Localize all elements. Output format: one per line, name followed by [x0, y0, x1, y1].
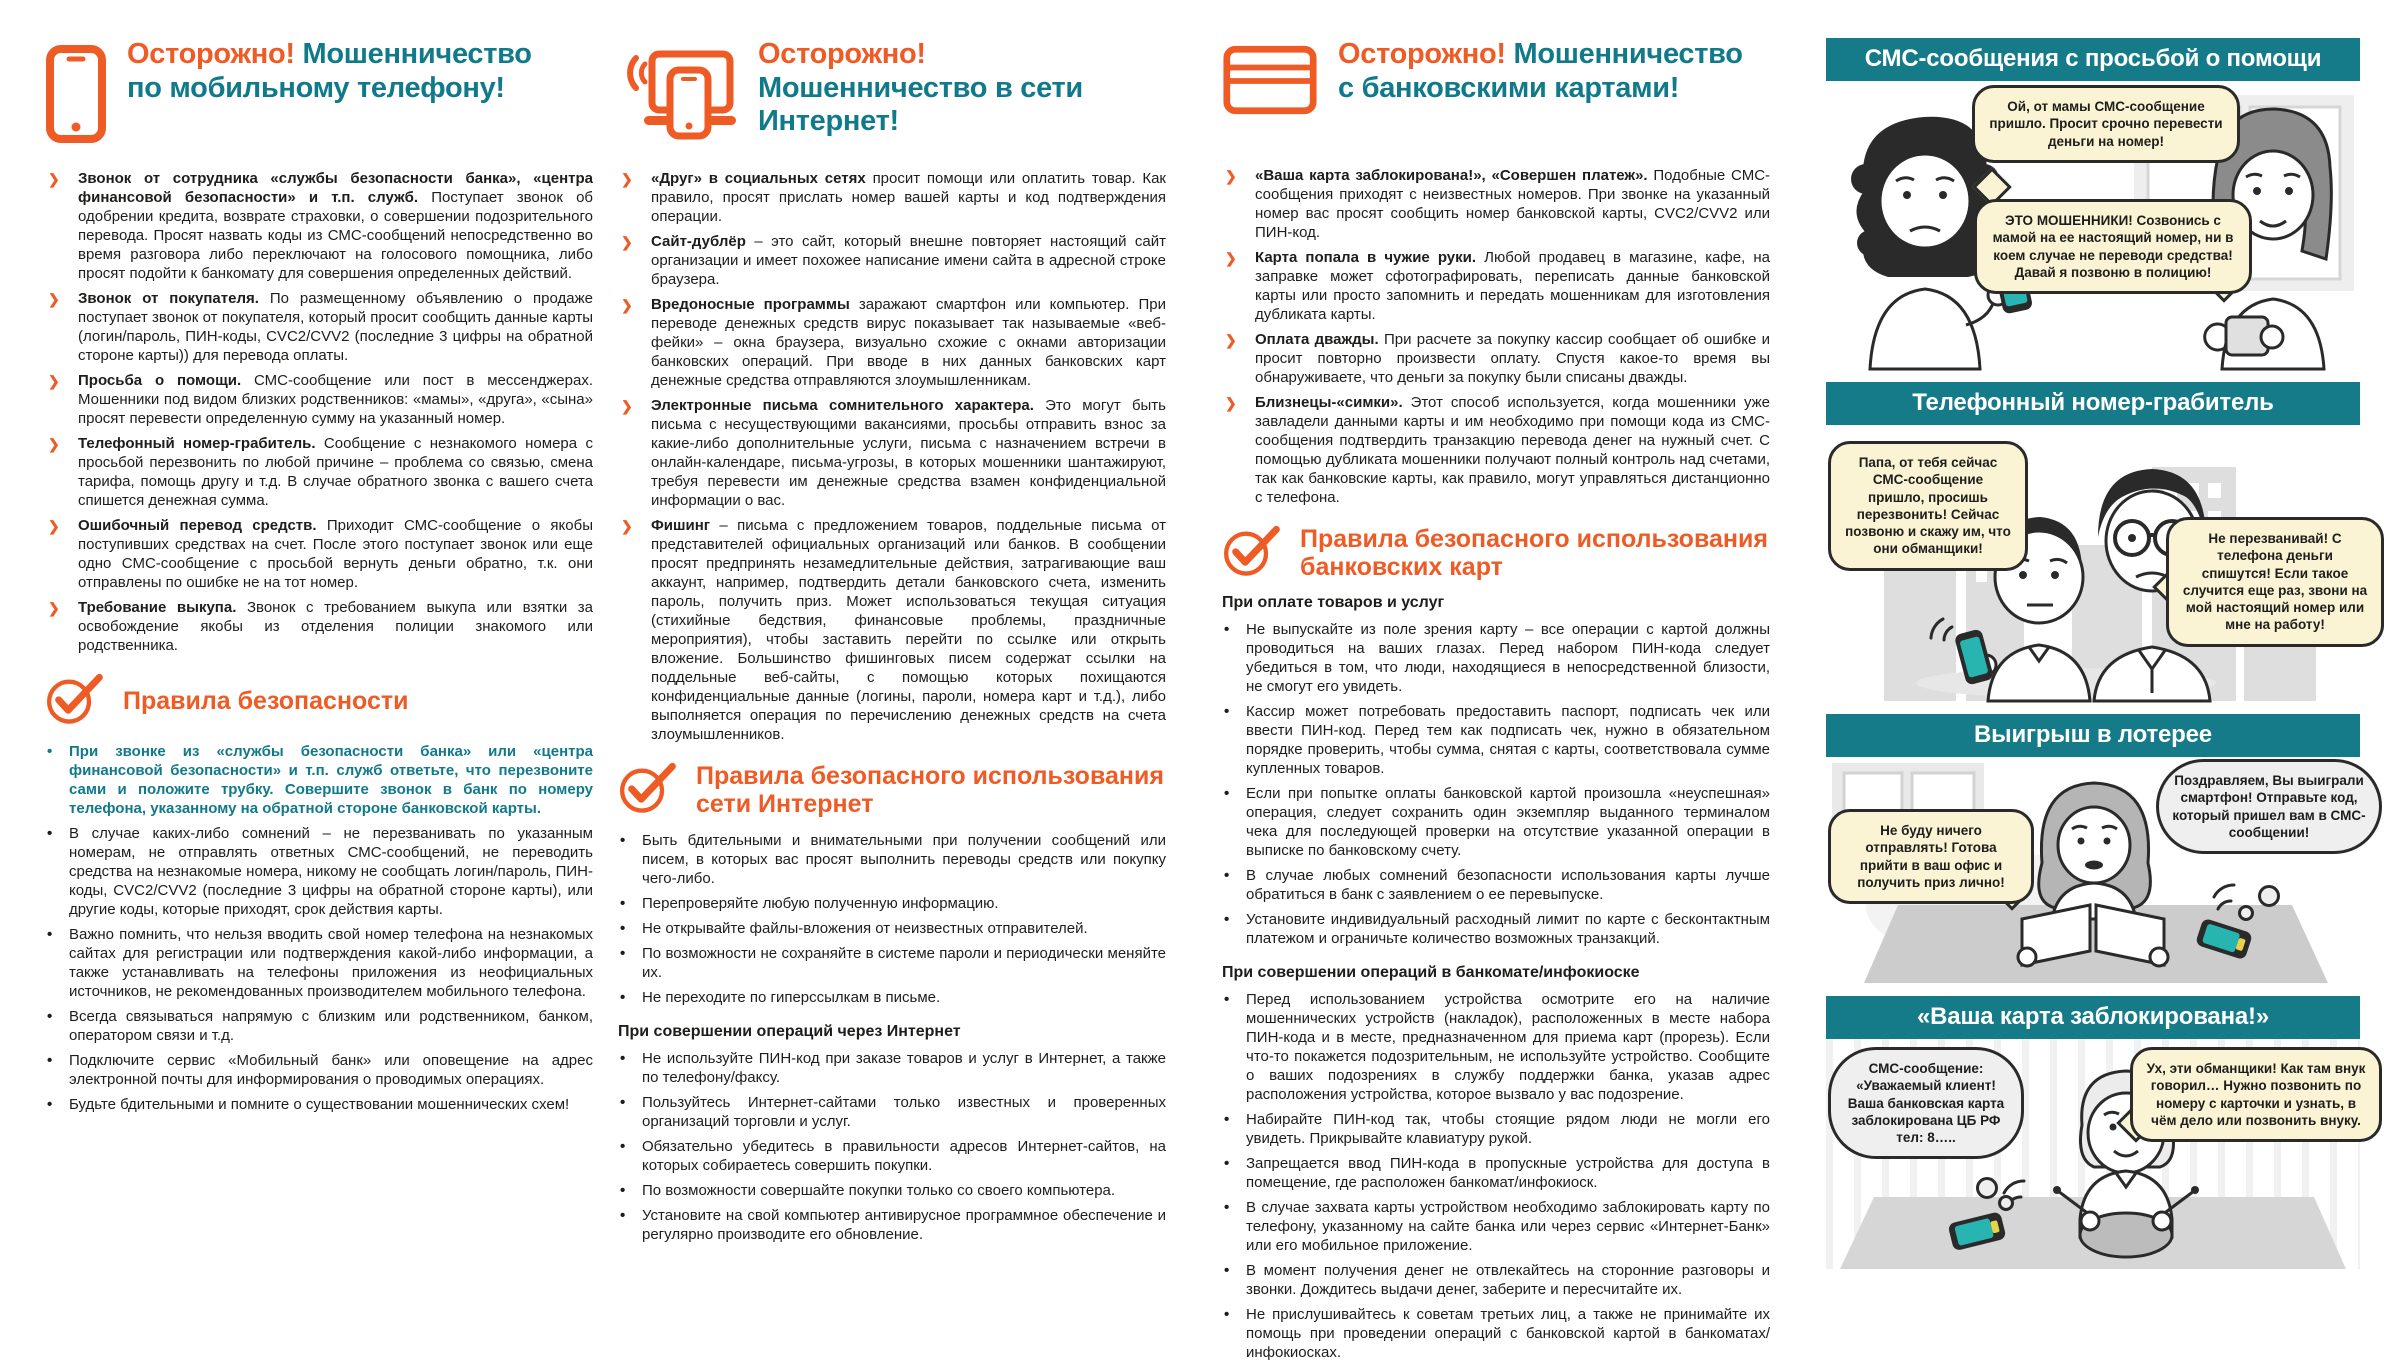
rule-item: • Не выпускайте из поле зрения карту – все операции с картой должны проводиться на ваших глазах. Перед набором ПИН-кода следует убедиться в том, что люди, находящиеся в непосредственной близости, не смогут его увидеть.: [1224, 621, 1770, 695]
subsection-title: При совершении операций через Интернет: [618, 1023, 961, 1040]
list-item: ❯ Ошибочный перевод средств. Приходит СМС-сообщение о якобы поступивших средствах на счет. После этого поступает звонок или еще одно СМС-сообщение с просьбой вернуть деньги обратно, т.к. они отправлены по ошибке не на тот номер.: [45, 516, 593, 592]
title-warn: Осторожно!: [1338, 38, 1506, 70]
panel-title: СМС-сообщения с просьбой о помощи: [1826, 38, 2360, 81]
card-atm-rules-list: [1222, 990, 1770, 1362]
dot-icon: •: [1224, 1306, 1230, 1323]
panel-card-blocked-art: [1826, 1039, 2366, 1269]
thought-dot: [1998, 1195, 2014, 1211]
rule-item: • Кассир может потребовать предоставить паспорт, подписать чек или ввести ПИН-код. Перед тем как подписать чек, нужно в обязательном порядке проверить, чтобы сумма, снятая с карты, соответствовала сумме купленных товаров.: [1224, 703, 1770, 777]
thought-cloud-bubble: Поздравляем, Вы выиграли смартфон! Отправьте код, который пришел вам в СМС-сообщении!: [2156, 759, 2382, 854]
mobile-rules-list: [45, 742, 593, 1114]
panel-sms-help: [1826, 38, 2360, 369]
dot-icon: •: [620, 1207, 626, 1224]
rule-item: • Набирайте ПИН-код так, чтобы стоящие рядом люди не могли его увидеть. Прикрывайте клавиатуру рукой.: [1224, 1111, 1770, 1147]
bullet-arrow-icon: ❯: [621, 398, 633, 414]
dot-icon: •: [1224, 785, 1230, 802]
list-item: ❯ Требование выкупа. Звонок с требованием выкупа или взятки за освобождение якобы из отделения полиции знакомого или родственника.: [45, 598, 593, 655]
column-card-header: [1222, 38, 1770, 146]
rule-item: • Важно помнить, что нельзя вводить свой номер телефона на незнакомых сайтах для регистрации или подтверждения какой-либо информации, а также устанавливать на телефоны приложения из неофициальных источников, не рекомендованных производителем мобильного телефона.: [47, 926, 593, 1000]
panel-lottery-art: [1826, 757, 2366, 983]
speech-bubble: Ой, от мамы СМС-сообщение пришло. Просит срочно перевести деньги на номер!: [1972, 85, 2240, 163]
column-card-fraud: [1222, 38, 1770, 1368]
bank-card-icon: [1222, 38, 1318, 121]
bullet-arrow-icon: ❯: [48, 373, 60, 389]
column-mobile-title: [127, 38, 532, 105]
panel-number-robber-art: [1826, 425, 2368, 701]
rule-item: • По возможности совершайте покупки только со своего компьютера.: [620, 1182, 1116, 1199]
rule-item: • В случае любых сомнений безопасности использования карты лучше обратиться в банк с заявлением о ее перевыпуске.: [1224, 867, 1770, 903]
bullet-arrow-icon: ❯: [48, 171, 60, 187]
internet-fraud-list: [618, 169, 1166, 744]
rule-item: • Подключите сервис «Мобильный банк» или оповещение на адрес электронной почты для информирования о проводимых операциях.: [47, 1052, 593, 1088]
list-item: ❯ Просьба о помощи. СМС-сообщение или пост в мессенджерах. Мошенники под видом близких родственников: «мамы», «друга», «сына» просят перевести определенную сумму на указанный номер.: [45, 371, 593, 428]
bullet-arrow-icon: ❯: [48, 600, 60, 616]
column-internet-fraud: [618, 38, 1166, 1250]
smartphone-icon: [45, 38, 107, 149]
title-warn: Осторожно!: [127, 38, 295, 70]
list-item: ❯ Звонок от покупателя. По размещенному объявлению о продаже поступает звонок от покупателя, который просит сообщить данные карты (логин/пароль, ПИН-коды, CVC2/CVV2 (последние 3 цифры на обратной стороне карты)) для перевода оплаты.: [45, 289, 593, 365]
title-rest: Мошенничество: [302, 38, 532, 70]
bullet-arrow-icon: ❯: [621, 518, 633, 534]
bullet-arrow-icon: ❯: [48, 518, 60, 534]
dot-icon: •: [1224, 621, 1230, 638]
rule-item: • Обязательно убедитесь в правильности адресов Интернет-сайтов, на которых собираетесь совершить покупки.: [620, 1138, 1166, 1174]
dot-icon: •: [47, 1096, 53, 1113]
rule-item: • Пользуйтесь Интернет-сайтами только известных и проверенных организаций торговли и услуг.: [620, 1094, 1166, 1130]
dot-icon: •: [47, 1008, 53, 1025]
title-line2: по мобильному телефону!: [127, 71, 505, 104]
speech-bubble: Не буду ничего отправлять! Готова прийти в ваш офис и получить приз лично!: [1828, 809, 2034, 904]
panel-card-blocked: [1826, 996, 2366, 1269]
dot-icon: •: [620, 945, 626, 962]
rule-item: • Не переходите по гиперссылкам в письме.: [620, 989, 941, 1006]
dot-icon: •: [1224, 1262, 1230, 1279]
rules-header: [618, 762, 1166, 819]
dot-icon: •: [47, 926, 53, 943]
checkmark-circle-icon: [45, 673, 107, 730]
checkmark-circle-icon: [1222, 525, 1284, 582]
column-mobile-fraud: [45, 38, 593, 1120]
internet-ops-list: [618, 1049, 1166, 1244]
thought-dot: [1976, 1177, 1998, 1199]
dot-icon: •: [620, 832, 626, 849]
dot-icon: •: [1224, 1199, 1230, 1216]
rule-item: • В случае захвата карты устройством необходимо заблокировать карту по телефону, указанному на сайте банка или через сервис «Интернет-Банк» или его мобильное приложение.: [1224, 1199, 1770, 1254]
dot-icon: •: [47, 825, 53, 842]
title-line2: с банковскими картами!: [1338, 71, 1680, 104]
speech-bubble: ЭТО МОШЕННИКИ! Созвонись с мамой на ее настоящий номер, ни в коем случае не переводи средства! Давай я позвоню в полицию!: [1974, 199, 2252, 294]
dot-icon: •: [1224, 1111, 1230, 1128]
column-mobile-header: [45, 38, 593, 149]
dot-icon: •: [620, 1138, 626, 1155]
speech-bubble: Не перезванивай! С телефона деньги спишутся! Если такое случится еще раз, звони на мой настоящий номер или мне на работу!: [2166, 517, 2384, 647]
rule-item: • Не используйте ПИН-код при заказе товаров и услуг в Интернет, а также по телефону/факсу.: [620, 1050, 1166, 1086]
list-item: ❯ Вредоносные программы заражают смартфон или компьютер. При переводе денежных средств вирус показывает так называемые «веб-фейки» – окна браузера, визуально схожие с окнами авторизации банковских операций. При вводе в них данных банковских карт денежные средства отправляются злоумышленникам.: [618, 295, 1166, 390]
panel-lottery-win: [1826, 714, 2366, 983]
panel-title: «Ваша карта заблокирована!»: [1826, 996, 2360, 1039]
list-item: ❯ Электронные письма сомнительного характера. Это могут быть письма с несуществующими вакансиями, просьбы отправить взнос за какие-либо дополнительные услуги, письма с назначением встречи в онлайн-календаре, письма-угрозы, в которых мошенники шантажируют, требуя перевести им денежные средства взамен конфиденциальной информации о вас.: [618, 396, 1166, 510]
rule-item: • При звонке из «службы безопасности банка» или «центра финансовой безопасности» и т.п. служб ответьте, что перезвоните сами и положите трубку. Совершите звонок в банк по номеру телефона, указанному на обратной стороне банковской карты.: [47, 743, 593, 817]
rule-item: • Не открывайте файлы-вложения от неизвестных отправителей.: [620, 920, 1088, 937]
devices-wifi-icon: [618, 38, 738, 149]
subsection-title: При совершении операций в банкомате/инфокиоске: [1222, 964, 1640, 981]
list-item: ❯ Близнецы-«симки». Этот способ используется, когда мошенники уже завладели данными карты и им необходимо при помощи кода из СМС-сообщения подтвердить транзакцию перевода денег на нужный счет. С помощью дубликата мошенники получают полный контроль над счетами, так как банковские карты, как правило, могут управляться дистанционно с телефона.: [1222, 393, 1770, 507]
rule-item: • Запрещается ввод ПИН-кода в пропускные устройства для доступа в помещение, где расположен банкомат/инфокиоск.: [1224, 1155, 1770, 1191]
rule-item: • По возможности не сохраняйте в системе пароли и периодически меняйте их.: [620, 945, 1166, 981]
dot-icon: •: [47, 743, 53, 760]
rule-item: • Всегда связываться напрямую с близким или родственником, банком, оператором связи и т.д.: [47, 1008, 593, 1044]
dot-icon: •: [620, 1094, 626, 1111]
internet-rules-list: [618, 831, 1166, 1007]
card-fraud-list: [1222, 166, 1770, 507]
bullet-arrow-icon: ❯: [48, 436, 60, 452]
checkmark-circle-icon: [618, 762, 680, 819]
rules-header: [45, 673, 593, 730]
list-item: ❯ Карта попала в чужие руки. Любой продавец в магазине, кафе, на заправке может сфотографировать, переписать данные банковской карты или просто запомнить и передать мошенникам для изготовления дубликата карты.: [1222, 248, 1770, 324]
bullet-arrow-icon: ❯: [1225, 332, 1237, 348]
rule-item: • Перед использованием устройства осмотрите его на наличие мошеннических устройств (накладок), расположенных в месте набора ПИН-кода и в месте, предназначенном для приема карт (прорезь). Если что-то покажется подозрительным, не используйте устройство. Сообщите о ваших подозрениях в службу поддержки банка, указав адрес расположения устройства, которое вызвало у вас подозрение.: [1224, 991, 1770, 1103]
dot-icon: •: [620, 920, 626, 937]
column-internet-title: [758, 38, 1166, 139]
list-item: ❯ Оплата дважды. При расчете за покупку кассир сообщает об ошибке и просит повторно произвести оплату. Спустя какое-то время вы обнаруживаете, что деньги за покупку были списаны дважды.: [1222, 330, 1770, 387]
list-item: ❯ Звонок от сотрудника «службы безопасности банка», «центра финансовой безопасности» и т.п. служб. Поступает звонок об одобрении кредита, возврате страховки, о совершении подозрительного перевода. Просят назвать коды из СМС-сообщений непосредственно во время разговора либо переключают на голосового помощника, либо просят подойти к банкомату для совершения определенных действий.: [45, 169, 593, 283]
bullet-arrow-icon: ❯: [621, 297, 633, 313]
bullet-arrow-icon: ❯: [621, 234, 633, 250]
thought-dot: [2238, 905, 2254, 921]
column-internet-header: [618, 38, 1166, 149]
rule-item: • Если при попытке оплаты банковской картой произошла «неуспешная» операция, следует сохранить один экземпляр выданного терминалом чека для последующей проверки на отсутствие указанной операции в выписке по банковскому счету.: [1224, 785, 1770, 859]
card-pay-rules-list: [1222, 620, 1770, 948]
rule-item: • Установите индивидуальный расходный лимит по карте с бесконтактным платежом и ограничьте количество возможных транзакций.: [1224, 911, 1770, 947]
panel-title: Телефонный номер-грабитель: [1826, 382, 2360, 425]
dot-icon: •: [1224, 991, 1230, 1008]
rules-title: Правила безопасности: [123, 686, 409, 715]
thought-dot: [2258, 885, 2280, 907]
dot-icon: •: [620, 1050, 626, 1067]
rule-item: • В случае каких-либо сомнений – не перезванивать по указанным номерам, не отправлять ответных СМС-сообщений, не переводить средства на незнакомые номера, никому не сообщать логин/пароль, ПИН-коды, CVC2/CVV2 (последние 3 цифры на обратной стороне карты), или другие коды, которые приходят, срок действия карты.: [47, 825, 593, 918]
panel-title: Выигрыш в лотерее: [1826, 714, 2360, 757]
rules-title: Правила безопасного использования банковских карт: [1300, 525, 1768, 581]
rule-item: • Быть бдительными и внимательными при получении сообщений или писем, в которых вас просят выполнить переводы средств или покупку чего-либо.: [620, 832, 1166, 887]
rule-item: • Не прислушивайтесь к советам третьих лиц, а также не принимайте их помощь при проведении операций с банковской картой в банкоматах/инфокиосках.: [1224, 1306, 1770, 1361]
list-item: ❯ «Ваша карта заблокирована!», «Совершен платеж». Подобные СМС-сообщения приходят с неизвестных номеров. При звонке на указанный номер вас просят сообщить номер банковской карты, CVC2/CVV2 или ПИН-код.: [1222, 166, 1770, 242]
bullet-arrow-icon: ❯: [48, 291, 60, 307]
rule-item: • В момент получения денег не отвлекайтесь на сторонние разговоры и звонки. Дождитесь выдачи денег, заберите и пересчитайте их.: [1224, 1262, 1770, 1298]
panel-sms-help-art: [1826, 81, 2360, 369]
dot-icon: •: [620, 1182, 626, 1199]
mobile-fraud-list: [45, 169, 593, 655]
rules-title: Правила безопасного использования сети Интернет: [696, 762, 1164, 818]
speech-bubble: Папа, от тебя сейчас СМС-сообщение пришло, просишь перезвонить! Сейчас позвоню и скажу им, что они обманщики!: [1828, 441, 2028, 571]
rule-item: • Будьте бдительными и помните о существовании мошеннических схем!: [47, 1096, 570, 1113]
title-warn: Осторожно!: [758, 38, 926, 70]
subsection-title: При оплате товаров и услуг: [1222, 594, 1445, 611]
list-item: ❯ Сайт-дублёр – это сайт, который внешне повторяет настоящий сайт организации и имеет похожее написание имени сайта в адресной строке браузера.: [618, 232, 1166, 289]
dot-icon: •: [1224, 1155, 1230, 1172]
dot-icon: •: [620, 989, 626, 1006]
rule-item: • Установите на свой компьютер антивирусное программное обеспечение и регулярно производите его обновление.: [620, 1207, 1166, 1243]
dot-icon: •: [1224, 703, 1230, 720]
rules-header: [1222, 525, 1770, 582]
speech-bubble: Ух, эти обманщики! Как там внук говорил… Нужно позвонить по номеру с карточки и узнать, в чём дело или позвонить внуку.: [2130, 1047, 2382, 1142]
list-item: ❯ Телефонный номер-грабитель. Сообщение с незнакомого номера с просьбой перезвонить по любой причине – проблема со связью, смена тарифа, помощь другу и т.д. В случае обратного звонка с вашего счета спишется денежная сумма.: [45, 434, 593, 510]
list-item: ❯ Фишинг – письма с предложением товаров, поддельные письма от представителей официальных организаций или банков. В сообщении просят предпринять незамедлительные действия, затрагивающие ваш аккаунт, например, подтвердить детали банковского счета, изменить пароль, получить приз. Может использоваться текущая ситуация (стихийные бедствия, финансовые проблемы, праздничные мероприятия), чтобы заставить перейти по ссылке или открыть вложение. Большинство фишинговых писем содержат ссылки на поддельные веб-сайты, с помощью которых похищаются конфиденциальные данные (логины, пароли, номера карт и т.д.), либо выполняется операция по перечислению денежных средств на счета злоумышленников.: [618, 516, 1166, 744]
column-card-title: [1338, 38, 1743, 105]
bullet-arrow-icon: ❯: [1225, 395, 1237, 411]
column-comics: [1826, 38, 2368, 1282]
dot-icon: •: [1224, 867, 1230, 884]
bullet-arrow-icon: ❯: [1225, 250, 1237, 266]
dot-icon: •: [47, 1052, 53, 1069]
bullet-arrow-icon: ❯: [621, 171, 633, 187]
thought-cloud-bubble: СМС-сообщение: «Уважаемый клиент! Ваша банковская карта заблокирована ЦБ РФ тел: 8…..: [1828, 1047, 2024, 1159]
title-line2: Мошенничество в сети Интернет!: [758, 71, 1083, 138]
dot-icon: •: [620, 895, 626, 912]
title-rest: Мошенничество: [1513, 38, 1743, 70]
list-item: ❯ «Друг» в социальных сетях просит помощи или оплатить товар. Как правило, просят прислать номер вашей карты и код подтверждения операции.: [618, 169, 1166, 226]
bullet-arrow-icon: ❯: [1225, 168, 1237, 184]
dot-icon: •: [1224, 911, 1230, 928]
panel-number-robber: [1826, 382, 2368, 701]
rule-item: • Перепроверяйте любую полученную информацию.: [620, 895, 999, 912]
